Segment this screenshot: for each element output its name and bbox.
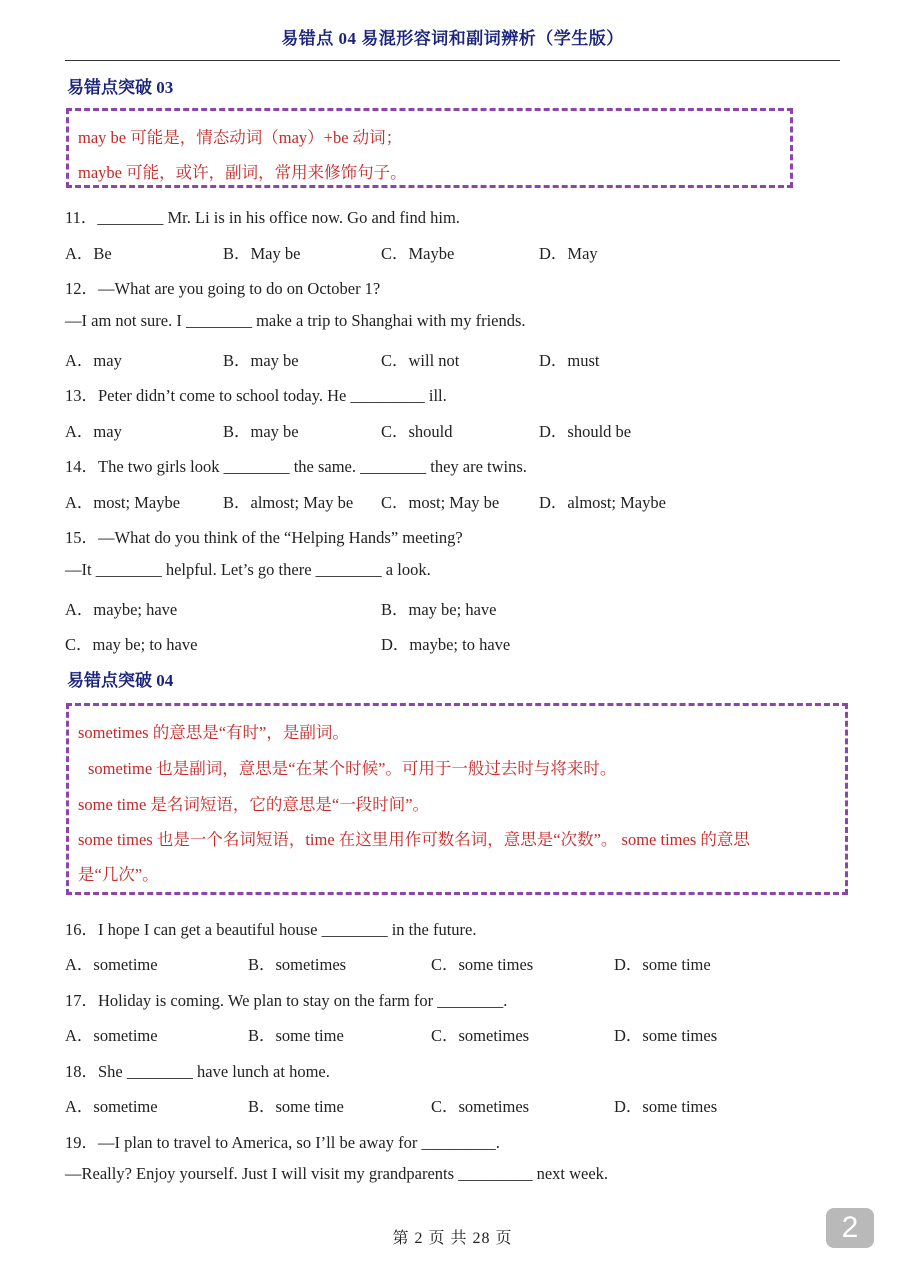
q16-option-c: C．some times — [431, 955, 534, 974]
q16-option-b: B．sometimes — [248, 955, 347, 974]
q13-option-a: A．may — [65, 422, 122, 441]
question-18-stem: 18．She ________ have lunch at home. — [65, 1062, 330, 1081]
q17-option-b: B．some time — [248, 1026, 344, 1045]
note-line: some times 也是一个名词短语，time 在这里用作可数名词，意思是“次数”。 some times 的意思 — [78, 830, 750, 849]
q11-option-c: C．Maybe — [381, 244, 455, 263]
q14-option-a: A．most; Maybe — [65, 493, 181, 512]
q14-option-d: D．almost; Maybe — [539, 493, 666, 512]
note-line: may be 可能是，情态动词（may）+be 动词； — [78, 128, 403, 147]
q14-option-b: B．almost; May be — [223, 493, 354, 512]
question-15-stem-2: —It ________ helpful. Let’s go there ________ a look. — [65, 560, 431, 579]
q18-option-d: D．some times — [614, 1097, 718, 1116]
q12-option-a: A．may — [65, 351, 122, 370]
question-11-stem: 11．________ Mr. Li is in his office now. Go and find him. — [65, 208, 460, 227]
note-line: sometimes 的意思是“有时”，是副词。 — [78, 723, 349, 742]
note-line: some time 是名词短语，它的意思是“一段时间”。 — [78, 795, 430, 814]
q11-option-d: D．May — [539, 244, 598, 263]
q15-option-a: A．maybe; have — [65, 600, 178, 619]
note-line: sometime 也是副词，意思是“在某个时候”。可用于一般过去时与将来时。 — [88, 759, 617, 778]
q18-option-b: B．some time — [248, 1097, 344, 1116]
question-14-stem: 14．The two girls look ________ the same. ________ they are twins. — [65, 457, 527, 476]
question-19-stem: 19．—I plan to travel to America, so I’ll be away for _________. — [65, 1133, 500, 1152]
section-03-title: 易错点突破 03 — [67, 78, 174, 97]
question-15-stem: 15．—What do you think of the “Helping Hands” meeting? — [65, 528, 463, 547]
q12-option-b: B．may be — [223, 351, 299, 370]
q16-option-a: A．sometime — [65, 955, 158, 974]
q15-option-c: C．may be; to have — [65, 635, 198, 654]
q11-option-b: B．May be — [223, 244, 301, 263]
page-number-footer: 第 2 页 共 28 页 — [392, 1230, 513, 1247]
q14-option-c: C．most; May be — [381, 493, 500, 512]
q18-option-a: A．sometime — [65, 1097, 158, 1116]
question-13-stem: 13．Peter didn’t come to school today. He _________ ill. — [65, 386, 447, 405]
q13-option-c: C．should — [381, 422, 453, 441]
q18-option-c: C．sometimes — [431, 1097, 530, 1116]
q15-option-d: D．maybe; to have — [381, 635, 511, 654]
q13-option-d: D．should be — [539, 422, 632, 441]
question-19-stem-2: —Really? Enjoy yourself. Just I will visit my grandparents _________ next week. — [65, 1164, 609, 1183]
page-badge: 2 — [826, 1208, 874, 1248]
question-17-stem: 17．Holiday is coming. We plan to stay on the farm for ________. — [65, 991, 508, 1010]
q17-option-a: A．sometime — [65, 1026, 158, 1045]
q12-option-c: C．will not — [381, 351, 460, 370]
note-line: maybe 可能，或许，副词，常用来修饰句子。 — [78, 163, 407, 182]
q13-option-b: B．may be — [223, 422, 299, 441]
header-divider — [65, 60, 840, 61]
question-16-stem: 16．I hope I can get a beautiful house ________ in the future. — [65, 920, 477, 939]
q11-option-a: A．Be — [65, 244, 112, 263]
question-12-stem-2: —I am not sure. I ________ make a trip to Shanghai with my friends. — [65, 311, 526, 330]
section-04-title: 易错点突破 04 — [67, 671, 174, 690]
page-header-title: 易错点 04 易混形容词和副词辨析（学生版） — [281, 29, 624, 48]
q15-option-b: B．may be; have — [381, 600, 497, 619]
note-line: 是“几次”。 — [78, 865, 159, 884]
q12-option-d: D．must — [539, 351, 600, 370]
q17-option-d: D．some times — [614, 1026, 718, 1045]
q17-option-c: C．sometimes — [431, 1026, 530, 1045]
q16-option-d: D．some time — [614, 955, 711, 974]
question-12-stem: 12．—What are you going to do on October 1? — [65, 279, 381, 298]
